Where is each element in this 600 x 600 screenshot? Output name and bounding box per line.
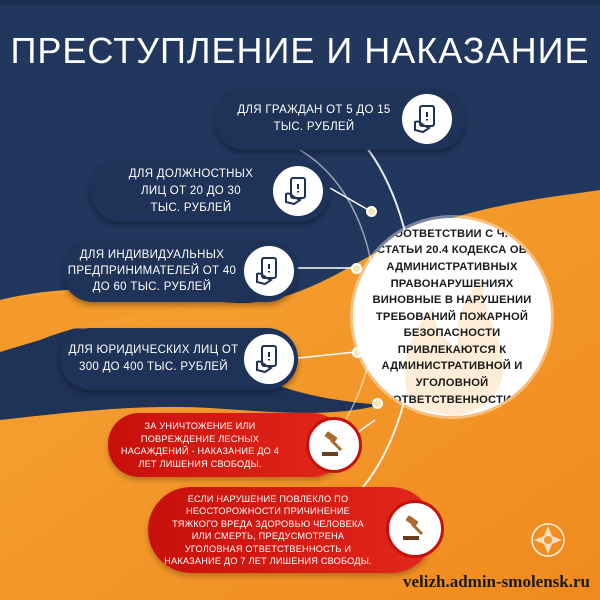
card-hand-icon	[241, 331, 297, 387]
gavel-icon	[306, 417, 362, 473]
fine-citizens-text: ДЛЯ ГРАЖДАН ОТ 5 ДО 15 ТЫС. РУБЛЕЙ	[237, 104, 391, 133]
card-hand-icon	[270, 163, 326, 219]
card-hand-icon	[241, 243, 297, 299]
center-text: СООТВЕТСТВИИ С Ч. 1 СТАТЬИ 20.4 КОДЕКСА ОБ АДМИНИСТРАТИВНЫХ ПРАВОНАРУШЕНИЯХ ВИНОВНЫЕ В НАРУШЕНИИ ТРЕБОВАНИЙ ПОЖАРНОЙ БЕЗОПАСНОСТИ ПРИВЛЕКАЮТСЯ К АДМИНИСТРАТИВНОЙ И УГОЛОВНОЙ ОТВЕТСТВЕННОСТИ	[372, 227, 532, 406]
gavel-icon	[386, 500, 444, 558]
penalty-forest-text: ЗА УНИЧТОЖЕНИЕ ИЛИ ПОВРЕЖДЕНИЕ ЛЕСНЫХ НАСАЖДЕНИЙ - НАКАЗАНИЕ ДО 4 ЛЕТ ЛИШЕНИЯ СВОБОДЫ.	[120, 421, 280, 469]
center-statement	[353, 218, 551, 416]
fine-entrepreneurs-text: ДЛЯ ИНДИВИДУАЛЬНЫХ ПРЕДПРИНИМАТЕЛЕЙ ОТ 40 ДО 60 ТЫС. РУБЛЕЙ	[67, 249, 237, 293]
page-title: ПРЕСТУПЛЕНИЕ И НАКАЗАНИЕ	[10, 30, 590, 71]
fine-legal-entities-text: ДЛЯ ЮРИДИЧЕСКИХ ЛИЦ ОТ 300 ДО 400 ТЫС. РУБЛЕЙ	[68, 344, 239, 373]
fine-officials-text: ДЛЯ ДОЛЖНОСТНЫХ ЛИЦ ОТ 20 ДО 30 ТЫС. РУБЛЕЙ	[128, 167, 254, 214]
emblem-icon	[532, 524, 564, 556]
watermark: velizh.admin-smolensk.ru	[402, 572, 590, 591]
card-hand-icon	[399, 91, 455, 147]
arc-dot	[366, 206, 377, 217]
penalty-harm-text: ЕСЛИ НАРУШЕНИЕ ПОВЛЕКЛО ПО НЕОСТОРОЖНОСТИ ПРИЧИНЕНИЕ ТЯЖКОГО ВРЕДА ЗДОРОВЬЮ ЧЕЛОВЕКА ИЛИ СМЕРТЬ, ПРЕДУСМОТРЕНА УГОЛОВНАЯ ОТВЕТСТВЕННОСТЬ И НАКАЗАНИЕ ДО 7 ЛЕТ ЛИШЕНИЯ СВОБОДЫ.	[164, 493, 372, 566]
